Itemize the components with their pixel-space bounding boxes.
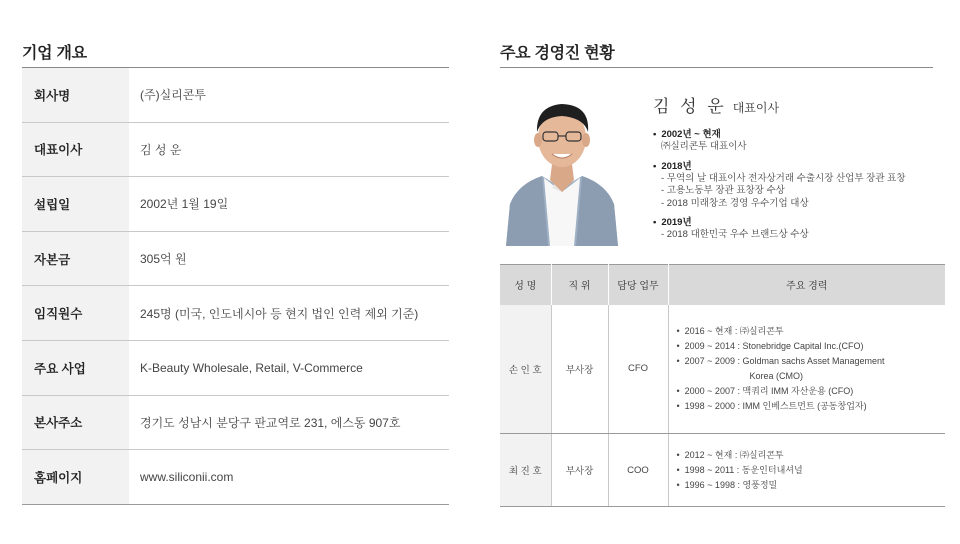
career-year: • 2018년 bbox=[653, 161, 943, 173]
exec-history bbox=[668, 434, 945, 507]
history-list bbox=[669, 324, 946, 414]
executives-top-rule bbox=[500, 67, 933, 68]
history-text: 2007 ~ 2009 : Goldman sachs Asset Management bbox=[684, 355, 885, 366]
info-label: 대표이사 bbox=[22, 123, 129, 177]
history-item: • 2012 ~ 현재 : ㈜실리콘투 bbox=[677, 448, 946, 463]
exec-position: 부사장 bbox=[551, 305, 608, 434]
info-row-address bbox=[22, 396, 449, 451]
ceo-name bbox=[653, 92, 943, 117]
info-label: 설립일 bbox=[22, 177, 129, 231]
info-row-founded bbox=[22, 177, 449, 232]
history-item: • 1998 ~ 2000 : IMM 인베스트먼트 (공동창업자) bbox=[677, 399, 946, 414]
info-label: 자본금 bbox=[22, 232, 129, 286]
info-row-capital bbox=[22, 232, 449, 287]
info-label: 홈페이지 bbox=[22, 450, 129, 504]
info-label: 주요 사업 bbox=[22, 341, 129, 395]
overview-title: 기업 개요 bbox=[22, 45, 87, 62]
info-row-ceo bbox=[22, 123, 449, 178]
ceo-info bbox=[653, 92, 943, 249]
history-item: • 1998 ~ 2011 : 동운인터내셔널 bbox=[677, 463, 946, 478]
history-item: • 2009 ~ 2014 : Stonebridge Capital Inc.(CFO) bbox=[677, 339, 946, 354]
table-row bbox=[500, 305, 945, 434]
exec-name: 최 진 호 bbox=[500, 434, 551, 507]
history-continuation: Korea (CMO) bbox=[749, 370, 804, 381]
ceo-career bbox=[653, 129, 943, 242]
career-group bbox=[653, 129, 943, 154]
ceo-name-text: 김 성 운 bbox=[653, 97, 727, 116]
history-item bbox=[677, 354, 946, 384]
career-item: - 무역의 날 대표이사 전자상거래 수출시장 산업부 장관 표창 bbox=[661, 172, 906, 184]
info-value: 2002년 1월 19일 bbox=[140, 197, 229, 212]
info-label: 임직원수 bbox=[22, 286, 129, 340]
info-row-business bbox=[22, 341, 449, 396]
career-year: • 2019년 bbox=[653, 217, 943, 229]
info-value: 245명 (미국, 인도네시아 등 현지 법인 인력 제외 기준) bbox=[140, 306, 419, 321]
history-list bbox=[669, 448, 946, 493]
executives-section bbox=[500, 40, 945, 490]
info-value: 305억 원 bbox=[140, 252, 187, 267]
career-group bbox=[653, 217, 943, 242]
ceo-portrait-image bbox=[500, 92, 623, 246]
header-career: 주요 경력 bbox=[668, 265, 945, 305]
career-item: - 2018 미래창조 경영 우수기업 대상 bbox=[661, 197, 809, 209]
exec-position: 부사장 bbox=[551, 434, 608, 507]
career-item: - 2018 대한민국 우수 브랜드상 수상 bbox=[661, 229, 809, 240]
info-label: 본사주소 bbox=[22, 396, 129, 450]
table-row bbox=[500, 434, 945, 507]
career-year: • 2002년 ~ 현재 bbox=[653, 129, 943, 141]
info-row-employees bbox=[22, 286, 449, 341]
homepage-link[interactable]: www.siliconii.com bbox=[140, 469, 234, 484]
exec-history bbox=[668, 305, 945, 434]
info-row-homepage bbox=[22, 450, 449, 505]
table-header-row bbox=[500, 265, 945, 305]
career-item: ㈜실리콘투 대표이사 bbox=[661, 141, 747, 152]
info-row-company-name bbox=[22, 68, 449, 123]
executives-title: 주요 경영진 현황 bbox=[500, 45, 615, 62]
info-value: 경기도 성남시 분당구 판교역로 231, 에스동 907호 bbox=[140, 415, 401, 430]
ceo-photo bbox=[500, 92, 623, 246]
info-label: 회사명 bbox=[22, 68, 129, 122]
history-item: • 2000 ~ 2007 : 맥쿼리 IMM 자산운용 (CFO) bbox=[677, 384, 946, 399]
header-name: 성 명 bbox=[500, 265, 551, 305]
history-item: • 1996 ~ 1998 : 영풍정밀 bbox=[677, 478, 946, 493]
career-item: - 고용노동부 장관 표창장 수상 bbox=[661, 185, 785, 196]
header-position: 직 위 bbox=[551, 265, 608, 305]
header-duty: 담당 업무 bbox=[608, 265, 668, 305]
info-value: (주)실리콘투 bbox=[140, 88, 206, 103]
career-group bbox=[653, 161, 943, 211]
info-value: 김 성 운 bbox=[140, 142, 182, 157]
exec-duty: COO bbox=[608, 434, 668, 507]
executives-table bbox=[500, 264, 945, 507]
exec-name: 손 인 호 bbox=[500, 305, 551, 434]
exec-duty: CFO bbox=[608, 305, 668, 434]
ceo-role: 대표이사 bbox=[732, 101, 780, 115]
company-overview bbox=[22, 40, 449, 505]
info-value: K-Beauty Wholesale, Retail, V-Commerce bbox=[140, 360, 363, 375]
history-item: • 2016 ~ 현재 : ㈜실리콘투 bbox=[677, 324, 946, 339]
